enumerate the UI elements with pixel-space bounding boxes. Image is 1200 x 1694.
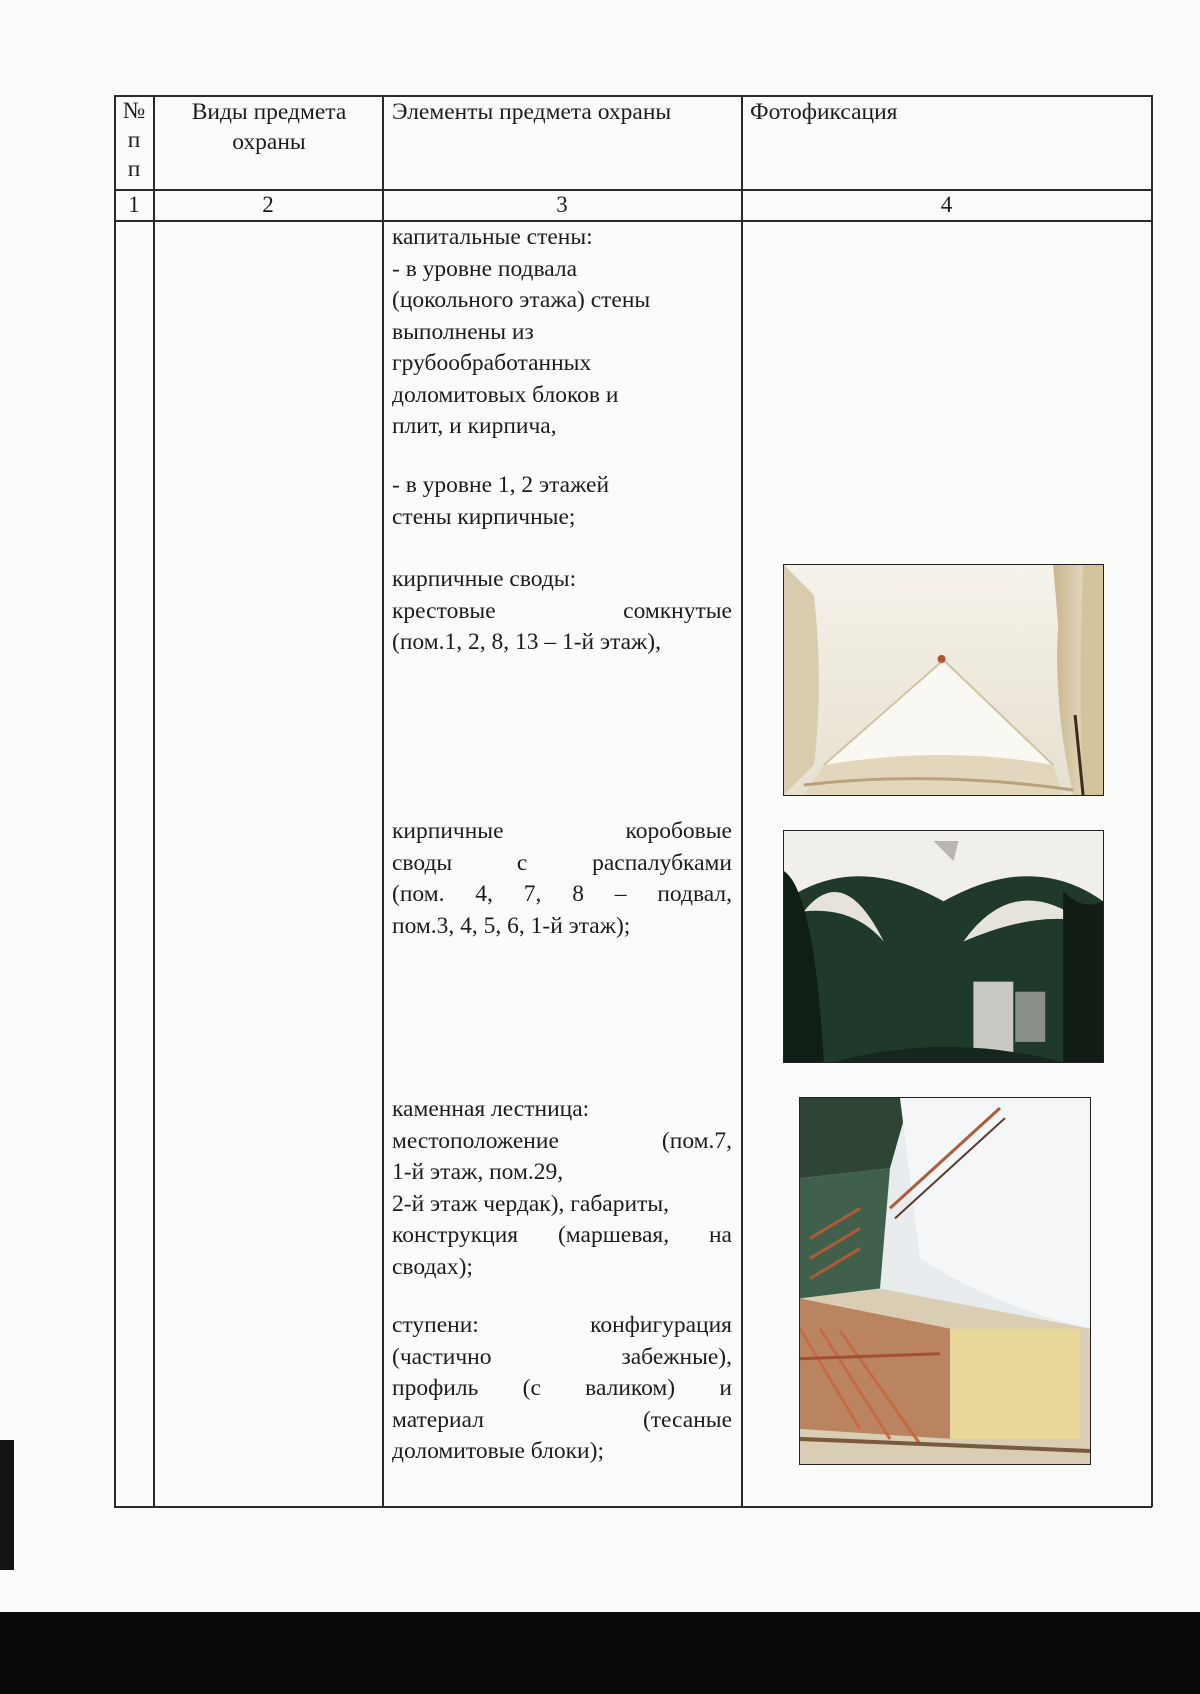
table-border-right [1151, 95, 1153, 1507]
cross-vault-ceiling-photo [783, 564, 1104, 796]
stair-line: 2-й этаж чердак), габариты, [392, 1190, 669, 1217]
steps-text [392, 1310, 732, 1468]
stone-staircase-photo [799, 1097, 1091, 1465]
col-divider-2 [382, 95, 384, 1507]
vault-line: крестовые сомкнутые [392, 597, 732, 624]
staircase-text [392, 1094, 732, 1283]
walls-line: грубообработанных [392, 350, 592, 376]
header-photo: Фотофиксация [750, 99, 898, 125]
col-divider-1 [153, 95, 155, 1507]
box-vault-line: кирпичные коробовые [392, 818, 732, 844]
col-number-1: 1 [128, 192, 140, 217]
walls-line: - в уровне подвала [392, 255, 578, 282]
box-vaults-text [392, 816, 732, 942]
walls-upper-line: - в уровне 1, 2 этажей [392, 472, 610, 498]
cross-vaults-text [392, 564, 732, 659]
header-number [116, 97, 152, 184]
stair-line: 1-й этаж, пом.29, [392, 1159, 564, 1185]
header-number-p2: п [127, 156, 141, 182]
steps-line: материал (тесаные [392, 1406, 732, 1433]
stair-line: местоположение (пом.7, [392, 1127, 732, 1154]
scan-shadow-left [0, 1440, 14, 1570]
scan-shadow-bottom [0, 1612, 1200, 1694]
stair-line: конструкция (маршевая, на [392, 1222, 732, 1248]
box-vault-line: своды с распалубками [392, 849, 732, 876]
steps-line: профиль (с валиком) и [392, 1375, 732, 1401]
header-elements: Элементы предмета охраны [392, 99, 672, 125]
capital-walls-text [392, 222, 732, 443]
walls-line: плит, и кирпича, [392, 413, 557, 439]
vault-title: кирпичные своды: [392, 566, 577, 592]
box-vault-line: (пом. 4, 7, 8 – подвал, [392, 881, 732, 907]
table-border-bottom [114, 1506, 1152, 1508]
col-number-3: 3 [556, 192, 568, 217]
col-divider-3 [741, 95, 743, 1507]
steps-line: (частично забежные), [392, 1343, 732, 1370]
walls-title: капитальные стены: [392, 224, 593, 250]
header-number-sign: № [122, 98, 146, 124]
upper-walls-text [392, 470, 732, 533]
vault-line: (пом.1, 2, 8, 13 – 1-й этаж), [392, 629, 661, 655]
steps-line: ступени: конфигурация [392, 1312, 732, 1338]
col-number-4: 4 [940, 192, 953, 217]
stair-title: каменная лестница: [392, 1096, 590, 1122]
header-types: Виды предмета охраны [191, 99, 347, 155]
walls-line: выполнены из [392, 318, 534, 345]
walls-line: (цокольного этажа) стены [392, 287, 651, 313]
steps-line: доломитовые блоки); [392, 1438, 604, 1464]
stair-line: сводах); [392, 1253, 473, 1280]
header-number-p1: п [127, 127, 141, 153]
table-border-left [114, 95, 116, 1507]
col-number-2: 2 [262, 192, 274, 217]
walls-upper-line: стены кирпичные; [392, 503, 576, 530]
box-vault-with-lunettes-photo [783, 830, 1104, 1063]
walls-line: доломитовых блоков и [392, 381, 619, 408]
box-vault-line: пом.3, 4, 5, 6, 1-й этаж); [392, 912, 631, 939]
